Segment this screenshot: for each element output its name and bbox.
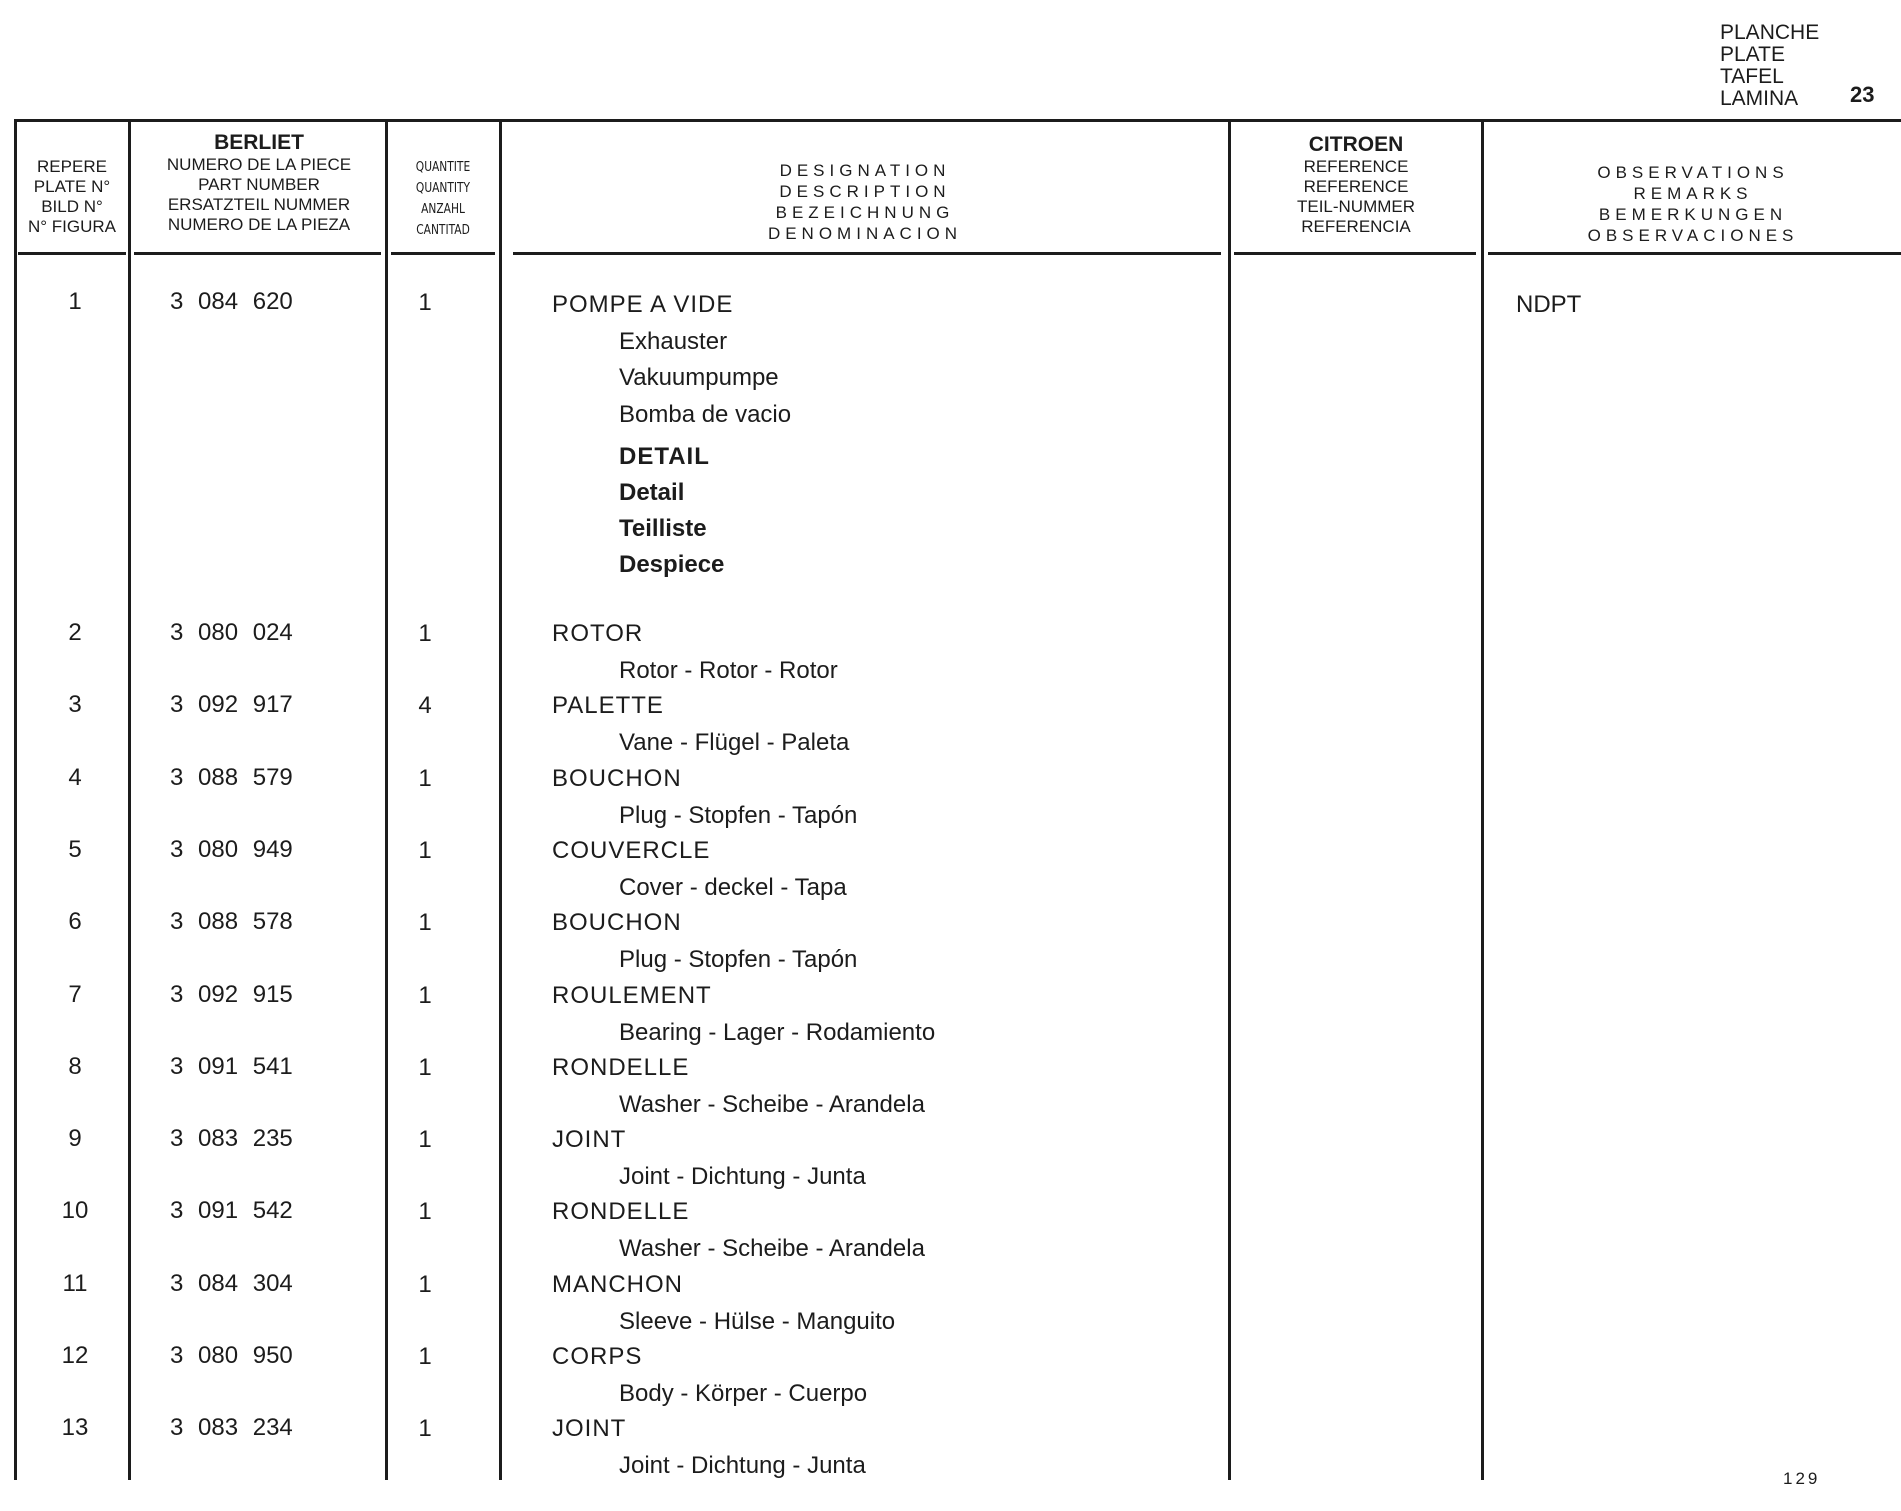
plate-label: PLATE bbox=[1720, 43, 1785, 66]
repere-value: 3 bbox=[68, 691, 82, 718]
part-number: 3 091 542 bbox=[170, 1197, 293, 1224]
quantity-value: 1 bbox=[418, 982, 432, 1009]
column-divider bbox=[499, 122, 502, 1480]
plate-label: PLANCHE bbox=[1720, 21, 1820, 44]
designation-main: BOUCHON bbox=[552, 765, 682, 792]
designation-main: JOINT bbox=[552, 1126, 627, 1153]
repere-value: 13 bbox=[61, 1414, 89, 1441]
designation-translation: Rotor - Rotor - Rotor bbox=[619, 657, 838, 684]
repere-value: 5 bbox=[68, 836, 82, 863]
quantity-value: 1 bbox=[418, 620, 432, 647]
designation-translation: Plug - Stopfen - Tapón bbox=[619, 802, 858, 829]
designation-main: COUVERCLE bbox=[552, 837, 711, 864]
part-number: 3 083 235 bbox=[170, 1125, 293, 1152]
column-divider bbox=[1228, 122, 1231, 1480]
quantity-value: 1 bbox=[418, 1126, 432, 1153]
designation-translation: Exhauster bbox=[619, 328, 728, 355]
designation-translation: Plug - Stopfen - Tapón bbox=[619, 946, 858, 973]
designation-translation: Bomba de vacio bbox=[619, 401, 792, 428]
repere-value: 10 bbox=[61, 1197, 89, 1224]
plate-number: 23 bbox=[1850, 82, 1875, 107]
repere-value: 8 bbox=[68, 1053, 82, 1080]
designation-main: POMPE A VIDE bbox=[552, 291, 734, 318]
quantity-value: 1 bbox=[418, 837, 432, 864]
quantity-value: 4 bbox=[418, 692, 432, 719]
part-number: 3 091 541 bbox=[170, 1053, 293, 1080]
part-number: 3 088 579 bbox=[170, 764, 293, 791]
header-underline bbox=[391, 252, 495, 255]
header-underline bbox=[134, 252, 381, 255]
header-underline bbox=[1488, 252, 1901, 255]
header-repere: REPERE PLATE N° BILD N° N° FIGURA bbox=[27, 157, 117, 236]
header-underline bbox=[513, 252, 1221, 255]
detail-label: Detail bbox=[619, 479, 685, 506]
detail-label: DETAIL bbox=[619, 443, 710, 470]
header-berliet: BERLIET NUMERO DE LA PIECE PART NUMBER ERSATZTEIL NUMMER NUMERO DE LA PIEZA bbox=[134, 131, 384, 235]
quantity-value: 1 bbox=[418, 1054, 432, 1081]
part-number: 3 080 949 bbox=[170, 836, 293, 863]
berliet-brand: BERLIET bbox=[214, 131, 304, 154]
designation-main: BOUCHON bbox=[552, 909, 682, 936]
repere-value: 6 bbox=[68, 908, 82, 935]
repere-value: 2 bbox=[68, 619, 82, 646]
designation-translation: Vakuumpumpe bbox=[619, 364, 779, 391]
quantity-value: 1 bbox=[418, 1198, 432, 1225]
repere-value: 1 bbox=[68, 288, 82, 315]
repere-value: 11 bbox=[62, 1270, 88, 1297]
designation-translation: Sleeve - Hülse - Manguito bbox=[619, 1308, 896, 1335]
designation-translation: Joint - Dichtung - Junta bbox=[619, 1452, 866, 1479]
designation-translation: Cover - deckel - Tapa bbox=[619, 874, 847, 901]
part-number: 3 083 234 bbox=[170, 1414, 293, 1441]
quantity-value: 1 bbox=[418, 1271, 432, 1298]
header-underline bbox=[18, 252, 126, 255]
repere-value: 4 bbox=[68, 764, 82, 791]
header-quantity: QUANTITE QUANTITY ANZAHL CANTITAD bbox=[415, 160, 471, 238]
plate-label: TAFEL bbox=[1720, 65, 1784, 88]
part-number: 3 092 915 bbox=[170, 981, 293, 1008]
header-designation: DESIGNATION DESCRIPTION BEZEICHNUNG DENOMINACION bbox=[767, 161, 963, 243]
detail-label: Teilliste bbox=[619, 515, 707, 542]
designation-main: ROULEMENT bbox=[552, 982, 712, 1009]
designation-translation: Vane - Flügel - Paleta bbox=[619, 729, 850, 756]
plate-label: LAMINA bbox=[1720, 87, 1799, 110]
detail-label: Despiece bbox=[619, 551, 725, 578]
citroen-brand: CITROEN bbox=[1308, 133, 1404, 156]
quantity-value: 1 bbox=[418, 1415, 432, 1442]
designation-main: MANCHON bbox=[552, 1271, 683, 1298]
designation-translation: Bearing - Lager - Rodamiento bbox=[619, 1019, 936, 1046]
page-number: 129 bbox=[1783, 1469, 1821, 1488]
designation-main: PALETTE bbox=[552, 692, 664, 719]
repere-value: 7 bbox=[68, 981, 82, 1008]
designation-translation: Body - Körper - Cuerpo bbox=[619, 1380, 868, 1407]
repere-value: 9 bbox=[68, 1125, 82, 1152]
designation-translation: Washer - Scheibe - Arandela bbox=[619, 1091, 925, 1118]
header-citroen: CITROEN REFERENCE REFERENCE TEIL-NUMMER REFERENCIA bbox=[1231, 133, 1481, 237]
designation-main: CORPS bbox=[552, 1343, 643, 1370]
header-observations: OBSERVATIONS REMARKS BEMERKUNGEN OBSERVACIONES bbox=[1587, 163, 1799, 245]
part-number: 3 080 950 bbox=[170, 1342, 293, 1369]
part-number: 3 084 620 bbox=[170, 288, 293, 315]
designation-main: RONDELLE bbox=[552, 1198, 690, 1225]
column-divider bbox=[385, 122, 388, 1480]
designation-translation: Washer - Scheibe - Arandela bbox=[619, 1235, 925, 1262]
column-divider bbox=[14, 122, 17, 1480]
designation-main: ROTOR bbox=[552, 620, 644, 647]
part-number: 3 088 578 bbox=[170, 908, 293, 935]
header-underline bbox=[1234, 252, 1476, 255]
repere-value: 12 bbox=[61, 1342, 89, 1369]
quantity-value: 1 bbox=[418, 1343, 432, 1370]
observation-value: NDPT bbox=[1516, 291, 1582, 318]
quantity-value: 1 bbox=[418, 289, 432, 316]
designation-translation: Joint - Dichtung - Junta bbox=[619, 1163, 866, 1190]
table-top-rule bbox=[14, 119, 1901, 122]
part-number: 3 092 917 bbox=[170, 691, 293, 718]
part-number: 3 080 024 bbox=[170, 619, 293, 646]
quantity-value: 1 bbox=[418, 909, 432, 936]
designation-main: JOINT bbox=[552, 1415, 627, 1442]
part-number: 3 084 304 bbox=[170, 1270, 293, 1297]
quantity-value: 1 bbox=[418, 765, 432, 792]
plate-labels bbox=[1720, 22, 1819, 110]
designation-main: RONDELLE bbox=[552, 1054, 690, 1081]
column-divider bbox=[1481, 122, 1484, 1480]
